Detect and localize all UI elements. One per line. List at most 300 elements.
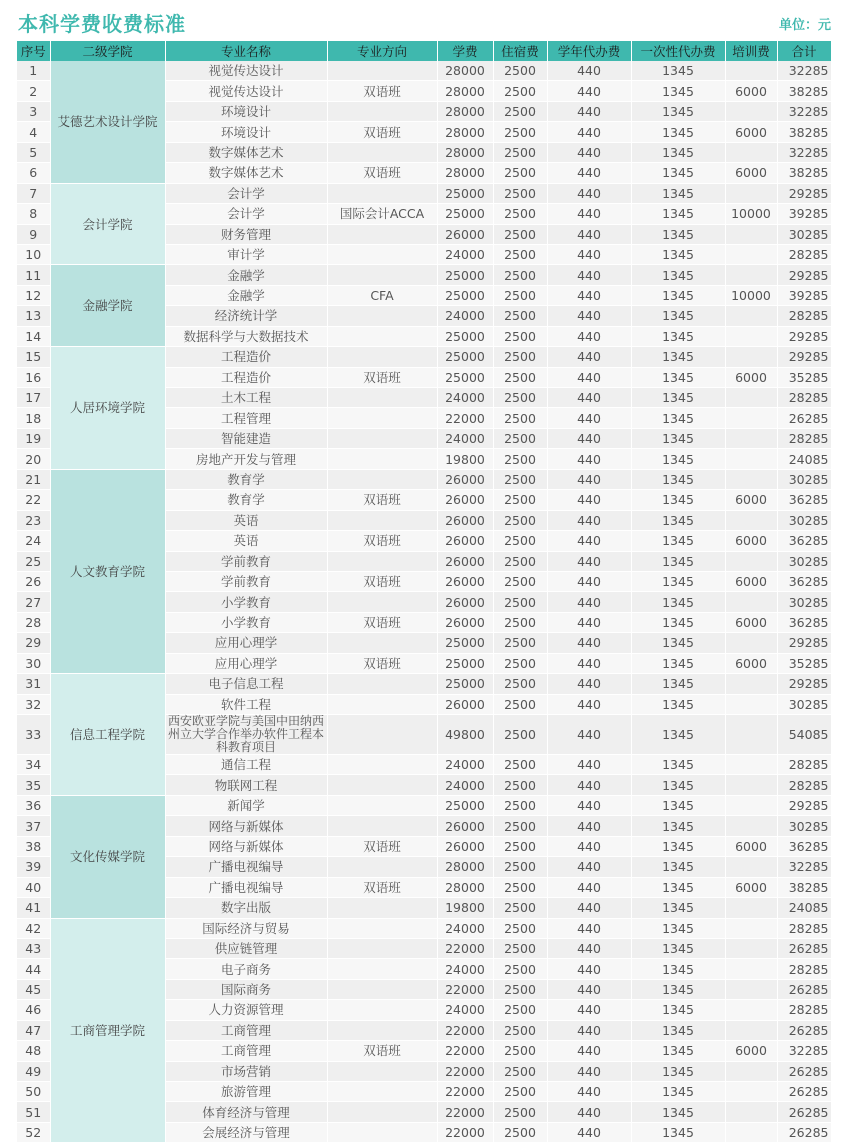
annual-agency-fee-cell: 440 — [547, 326, 631, 346]
one-time-agency-fee-cell: 1345 — [631, 469, 725, 489]
index-cell: 34 — [17, 755, 50, 775]
tuition-cell: 26000 — [437, 592, 493, 612]
direction-cell: CFA — [327, 285, 437, 305]
major-cell: 广播电视编导 — [165, 877, 327, 897]
accommodation-cell: 2500 — [493, 265, 547, 285]
one-time-agency-fee-cell: 1345 — [631, 306, 725, 326]
training-fee-cell — [725, 633, 777, 653]
index-cell: 41 — [17, 898, 50, 918]
accommodation-cell: 2500 — [493, 1102, 547, 1122]
college-name-cell: 人居环境学院 — [50, 347, 165, 470]
training-fee-cell — [725, 183, 777, 203]
major-cell: 市场营销 — [165, 1061, 327, 1081]
accommodation-cell: 2500 — [493, 81, 547, 101]
annual-agency-fee-cell: 440 — [547, 918, 631, 938]
tuition-cell: 28000 — [437, 877, 493, 897]
college-name-cell: 金融学院 — [50, 265, 165, 347]
index-cell: 38 — [17, 836, 50, 856]
accommodation-cell: 2500 — [493, 306, 547, 326]
one-time-agency-fee-cell: 1345 — [631, 1041, 725, 1061]
training-fee-cell — [725, 326, 777, 346]
annual-agency-fee-cell: 440 — [547, 551, 631, 571]
training-fee-cell: 6000 — [725, 531, 777, 551]
index-cell: 31 — [17, 674, 50, 694]
training-fee-cell — [725, 1102, 777, 1122]
header-college: 二级学院 — [50, 41, 165, 61]
total-cell: 29285 — [777, 674, 831, 694]
total-cell: 39285 — [777, 285, 831, 305]
accommodation-cell: 2500 — [493, 204, 547, 224]
major-cell: 小学教育 — [165, 592, 327, 612]
total-cell: 38285 — [777, 122, 831, 142]
training-fee-cell — [725, 1082, 777, 1102]
header-accommodation: 住宿费 — [493, 41, 547, 61]
annual-agency-fee-cell: 440 — [547, 490, 631, 510]
tuition-cell: 24000 — [437, 775, 493, 795]
accommodation-cell: 2500 — [493, 183, 547, 203]
direction-cell — [327, 959, 437, 979]
accommodation-cell: 2500 — [493, 510, 547, 530]
accommodation-cell: 2500 — [493, 388, 547, 408]
accommodation-cell: 2500 — [493, 674, 547, 694]
table-header-row — [17, 41, 831, 61]
one-time-agency-fee-cell: 1345 — [631, 265, 725, 285]
table-row — [17, 674, 831, 694]
total-cell: 38285 — [777, 877, 831, 897]
total-cell: 36285 — [777, 836, 831, 856]
total-cell: 38285 — [777, 81, 831, 101]
header-direction: 专业方向 — [327, 41, 437, 61]
one-time-agency-fee-cell: 1345 — [631, 244, 725, 264]
tuition-cell: 22000 — [437, 1041, 493, 1061]
total-cell: 26285 — [777, 1102, 831, 1122]
annual-agency-fee-cell: 440 — [547, 694, 631, 714]
total-cell: 26285 — [777, 1061, 831, 1081]
annual-agency-fee-cell: 440 — [547, 122, 631, 142]
one-time-agency-fee-cell: 1345 — [631, 959, 725, 979]
college-name-cell: 人文教育学院 — [50, 469, 165, 673]
direction-cell — [327, 224, 437, 244]
one-time-agency-fee-cell: 1345 — [631, 81, 725, 101]
annual-agency-fee-cell: 440 — [547, 204, 631, 224]
accommodation-cell: 2500 — [493, 1061, 547, 1081]
training-fee-cell — [725, 551, 777, 571]
accommodation-cell: 2500 — [493, 101, 547, 121]
index-cell: 50 — [17, 1082, 50, 1102]
annual-agency-fee-cell: 440 — [547, 633, 631, 653]
training-fee-cell — [725, 674, 777, 694]
accommodation-cell: 2500 — [493, 449, 547, 469]
annual-agency-fee-cell: 440 — [547, 469, 631, 489]
major-cell: 学前教育 — [165, 571, 327, 591]
accommodation-cell: 2500 — [493, 877, 547, 897]
total-cell: 29285 — [777, 265, 831, 285]
direction-cell — [327, 755, 437, 775]
direction-cell — [327, 633, 437, 653]
header-major: 专业名称 — [165, 41, 327, 61]
accommodation-cell: 2500 — [493, 979, 547, 999]
training-fee-cell: 6000 — [725, 877, 777, 897]
training-fee-cell — [725, 715, 777, 755]
training-fee-cell: 6000 — [725, 490, 777, 510]
training-fee-cell: 10000 — [725, 285, 777, 305]
tuition-cell: 24000 — [437, 244, 493, 264]
training-fee-cell — [725, 816, 777, 836]
major-cell: 工程造价 — [165, 347, 327, 367]
tuition-cell: 24000 — [437, 388, 493, 408]
annual-agency-fee-cell: 440 — [547, 1000, 631, 1020]
major-cell: 数字出版 — [165, 898, 327, 918]
one-time-agency-fee-cell: 1345 — [631, 633, 725, 653]
training-fee-cell — [725, 938, 777, 958]
tuition-cell: 28000 — [437, 857, 493, 877]
one-time-agency-fee-cell: 1345 — [631, 694, 725, 714]
header-training-fee: 培训费 — [725, 41, 777, 61]
annual-agency-fee-cell: 440 — [547, 81, 631, 101]
index-cell: 1 — [17, 61, 50, 81]
direction-cell — [327, 816, 437, 836]
one-time-agency-fee-cell: 1345 — [631, 551, 725, 571]
major-cell: 工程管理 — [165, 408, 327, 428]
accommodation-cell: 2500 — [493, 551, 547, 571]
total-cell: 28285 — [777, 428, 831, 448]
direction-cell — [327, 918, 437, 938]
total-cell: 30285 — [777, 224, 831, 244]
annual-agency-fee-cell: 440 — [547, 938, 631, 958]
index-cell: 4 — [17, 122, 50, 142]
one-time-agency-fee-cell: 1345 — [631, 755, 725, 775]
accommodation-cell: 2500 — [493, 918, 547, 938]
training-fee-cell — [725, 592, 777, 612]
training-fee-cell — [725, 428, 777, 448]
tuition-cell: 24000 — [437, 306, 493, 326]
accommodation-cell: 2500 — [493, 795, 547, 815]
training-fee-cell — [725, 795, 777, 815]
major-cell: 会计学 — [165, 183, 327, 203]
major-cell: 电子信息工程 — [165, 674, 327, 694]
direction-cell — [327, 1061, 437, 1081]
direction-cell: 双语班 — [327, 836, 437, 856]
total-cell: 35285 — [777, 653, 831, 673]
one-time-agency-fee-cell: 1345 — [631, 1061, 725, 1081]
index-cell: 42 — [17, 918, 50, 938]
one-time-agency-fee-cell: 1345 — [631, 836, 725, 856]
direction-cell — [327, 61, 437, 81]
accommodation-cell: 2500 — [493, 1082, 547, 1102]
major-cell: 教育学 — [165, 490, 327, 510]
training-fee-cell — [725, 101, 777, 121]
training-fee-cell: 6000 — [725, 81, 777, 101]
index-cell: 52 — [17, 1122, 50, 1142]
tuition-cell: 25000 — [437, 183, 493, 203]
annual-agency-fee-cell: 440 — [547, 388, 631, 408]
one-time-agency-fee-cell: 1345 — [631, 408, 725, 428]
index-cell: 13 — [17, 306, 50, 326]
total-cell: 28285 — [777, 959, 831, 979]
table-row — [17, 61, 831, 81]
index-cell: 27 — [17, 592, 50, 612]
accommodation-cell: 2500 — [493, 326, 547, 346]
accommodation-cell: 2500 — [493, 1041, 547, 1061]
annual-agency-fee-cell: 440 — [547, 367, 631, 387]
annual-agency-fee-cell: 440 — [547, 816, 631, 836]
annual-agency-fee-cell: 440 — [547, 1020, 631, 1040]
training-fee-cell — [725, 694, 777, 714]
direction-cell — [327, 592, 437, 612]
table-row — [17, 469, 831, 489]
index-cell: 15 — [17, 347, 50, 367]
index-cell: 29 — [17, 633, 50, 653]
tuition-cell: 28000 — [437, 142, 493, 162]
tuition-cell: 22000 — [437, 979, 493, 999]
training-fee-cell — [725, 347, 777, 367]
total-cell: 38285 — [777, 163, 831, 183]
tuition-cell: 25000 — [437, 204, 493, 224]
training-fee-cell — [725, 979, 777, 999]
tuition-cell: 22000 — [437, 1122, 493, 1142]
major-cell: 金融学 — [165, 265, 327, 285]
annual-agency-fee-cell: 440 — [547, 715, 631, 755]
major-cell: 通信工程 — [165, 755, 327, 775]
total-cell: 54085 — [777, 715, 831, 755]
tuition-cell: 25000 — [437, 347, 493, 367]
index-cell: 33 — [17, 715, 50, 755]
major-cell: 会计学 — [165, 204, 327, 224]
accommodation-cell: 2500 — [493, 122, 547, 142]
training-fee-cell: 6000 — [725, 122, 777, 142]
index-cell: 43 — [17, 938, 50, 958]
one-time-agency-fee-cell: 1345 — [631, 285, 725, 305]
direction-cell — [327, 510, 437, 530]
total-cell: 29285 — [777, 183, 831, 203]
college-name-cell: 信息工程学院 — [50, 674, 165, 796]
tuition-cell: 28000 — [437, 163, 493, 183]
training-fee-cell: 6000 — [725, 612, 777, 632]
accommodation-cell: 2500 — [493, 959, 547, 979]
index-cell: 48 — [17, 1041, 50, 1061]
direction-cell: 双语班 — [327, 1041, 437, 1061]
tuition-cell: 22000 — [437, 408, 493, 428]
direction-cell — [327, 938, 437, 958]
training-fee-cell: 10000 — [725, 204, 777, 224]
index-cell: 14 — [17, 326, 50, 346]
index-cell: 17 — [17, 388, 50, 408]
header-total: 合计 — [777, 41, 831, 61]
major-cell: 工程造价 — [165, 367, 327, 387]
direction-cell — [327, 408, 437, 428]
direction-cell — [327, 469, 437, 489]
training-fee-cell — [725, 1000, 777, 1020]
major-cell: 教育学 — [165, 469, 327, 489]
major-cell: 英语 — [165, 531, 327, 551]
annual-agency-fee-cell: 440 — [547, 1102, 631, 1122]
annual-agency-fee-cell: 440 — [547, 979, 631, 999]
index-cell: 6 — [17, 163, 50, 183]
major-cell: 软件工程 — [165, 694, 327, 714]
table-row — [17, 795, 831, 815]
direction-cell — [327, 306, 437, 326]
accommodation-cell: 2500 — [493, 1122, 547, 1142]
total-cell: 26285 — [777, 1082, 831, 1102]
major-cell: 应用心理学 — [165, 633, 327, 653]
direction-cell: 双语班 — [327, 571, 437, 591]
one-time-agency-fee-cell: 1345 — [631, 816, 725, 836]
direction-cell — [327, 347, 437, 367]
annual-agency-fee-cell: 440 — [547, 244, 631, 264]
direction-cell — [327, 795, 437, 815]
tuition-cell: 22000 — [437, 1061, 493, 1081]
one-time-agency-fee-cell: 1345 — [631, 857, 725, 877]
table-row — [17, 918, 831, 938]
annual-agency-fee-cell: 440 — [547, 1082, 631, 1102]
index-cell: 3 — [17, 101, 50, 121]
one-time-agency-fee-cell: 1345 — [631, 490, 725, 510]
training-fee-cell — [725, 265, 777, 285]
direction-cell — [327, 1082, 437, 1102]
training-fee-cell — [725, 469, 777, 489]
total-cell: 36285 — [777, 490, 831, 510]
training-fee-cell — [725, 918, 777, 938]
accommodation-cell: 2500 — [493, 592, 547, 612]
total-cell: 24085 — [777, 449, 831, 469]
major-cell: 国际商务 — [165, 979, 327, 999]
tuition-cell: 24000 — [437, 918, 493, 938]
one-time-agency-fee-cell: 1345 — [631, 877, 725, 897]
accommodation-cell: 2500 — [493, 694, 547, 714]
annual-agency-fee-cell: 440 — [547, 1041, 631, 1061]
major-cell: 财务管理 — [165, 224, 327, 244]
annual-agency-fee-cell: 440 — [547, 428, 631, 448]
accommodation-cell: 2500 — [493, 428, 547, 448]
tuition-cell: 19800 — [437, 898, 493, 918]
major-cell: 网络与新媒体 — [165, 816, 327, 836]
tuition-cell: 26000 — [437, 816, 493, 836]
major-cell: 体育经济与管理 — [165, 1102, 327, 1122]
tuition-cell: 25000 — [437, 674, 493, 694]
tuition-cell: 26000 — [437, 551, 493, 571]
index-cell: 36 — [17, 795, 50, 815]
index-cell: 16 — [17, 367, 50, 387]
one-time-agency-fee-cell: 1345 — [631, 979, 725, 999]
total-cell: 30285 — [777, 592, 831, 612]
total-cell: 32285 — [777, 1041, 831, 1061]
major-cell: 国际经济与贸易 — [165, 918, 327, 938]
index-cell: 8 — [17, 204, 50, 224]
direction-cell: 双语班 — [327, 122, 437, 142]
training-fee-cell: 6000 — [725, 653, 777, 673]
one-time-agency-fee-cell: 1345 — [631, 653, 725, 673]
total-cell: 29285 — [777, 633, 831, 653]
one-time-agency-fee-cell: 1345 — [631, 142, 725, 162]
major-cell: 小学教育 — [165, 612, 327, 632]
total-cell: 32285 — [777, 101, 831, 121]
training-fee-cell — [725, 244, 777, 264]
tuition-cell: 28000 — [437, 61, 493, 81]
accommodation-cell: 2500 — [493, 898, 547, 918]
direction-cell — [327, 551, 437, 571]
tuition-cell: 26000 — [437, 510, 493, 530]
major-cell: 土木工程 — [165, 388, 327, 408]
major-cell: 工商管理 — [165, 1041, 327, 1061]
training-fee-cell — [725, 1020, 777, 1040]
major-cell: 广播电视编导 — [165, 857, 327, 877]
training-fee-cell — [725, 408, 777, 428]
annual-agency-fee-cell: 440 — [547, 674, 631, 694]
total-cell: 24085 — [777, 898, 831, 918]
direction-cell: 双语班 — [327, 612, 437, 632]
direction-cell — [327, 428, 437, 448]
tuition-cell: 19800 — [437, 449, 493, 469]
training-fee-cell — [725, 142, 777, 162]
total-cell: 29285 — [777, 326, 831, 346]
total-cell: 28285 — [777, 244, 831, 264]
direction-cell — [327, 1122, 437, 1142]
index-cell: 35 — [17, 775, 50, 795]
total-cell: 28285 — [777, 306, 831, 326]
accommodation-cell: 2500 — [493, 715, 547, 755]
tuition-cell: 24000 — [437, 959, 493, 979]
accommodation-cell: 2500 — [493, 224, 547, 244]
accommodation-cell: 2500 — [493, 612, 547, 632]
accommodation-cell: 2500 — [493, 367, 547, 387]
total-cell: 28285 — [777, 775, 831, 795]
accommodation-cell: 2500 — [493, 816, 547, 836]
major-cell: 环境设计 — [165, 101, 327, 121]
total-cell: 32285 — [777, 142, 831, 162]
tuition-cell: 26000 — [437, 571, 493, 591]
one-time-agency-fee-cell: 1345 — [631, 938, 725, 958]
table-row — [17, 265, 831, 285]
total-cell: 26285 — [777, 408, 831, 428]
tuition-cell: 28000 — [437, 81, 493, 101]
training-fee-cell — [725, 449, 777, 469]
tuition-cell: 25000 — [437, 285, 493, 305]
accommodation-cell: 2500 — [493, 755, 547, 775]
annual-agency-fee-cell: 440 — [547, 61, 631, 81]
major-cell: 审计学 — [165, 244, 327, 264]
direction-cell — [327, 694, 437, 714]
training-fee-cell: 6000 — [725, 367, 777, 387]
training-fee-cell — [725, 510, 777, 530]
total-cell: 28285 — [777, 1000, 831, 1020]
training-fee-cell: 6000 — [725, 163, 777, 183]
training-fee-cell — [725, 1061, 777, 1081]
major-cell: 会展经济与管理 — [165, 1122, 327, 1142]
training-fee-cell — [725, 306, 777, 326]
accommodation-cell: 2500 — [493, 469, 547, 489]
tuition-cell: 28000 — [437, 101, 493, 121]
direction-cell — [327, 979, 437, 999]
total-cell: 32285 — [777, 857, 831, 877]
major-cell: 环境设计 — [165, 122, 327, 142]
tuition-cell: 22000 — [437, 1020, 493, 1040]
major-cell: 工商管理 — [165, 1020, 327, 1040]
total-cell: 30285 — [777, 694, 831, 714]
total-cell: 28285 — [777, 918, 831, 938]
accommodation-cell: 2500 — [493, 244, 547, 264]
annual-agency-fee-cell: 440 — [547, 755, 631, 775]
accommodation-cell: 2500 — [493, 531, 547, 551]
annual-agency-fee-cell: 440 — [547, 183, 631, 203]
index-cell: 18 — [17, 408, 50, 428]
accommodation-cell: 2500 — [493, 1020, 547, 1040]
tuition-cell: 26000 — [437, 836, 493, 856]
total-cell: 30285 — [777, 469, 831, 489]
one-time-agency-fee-cell: 1345 — [631, 224, 725, 244]
tuition-cell: 26000 — [437, 490, 493, 510]
index-cell: 2 — [17, 81, 50, 101]
one-time-agency-fee-cell: 1345 — [631, 367, 725, 387]
